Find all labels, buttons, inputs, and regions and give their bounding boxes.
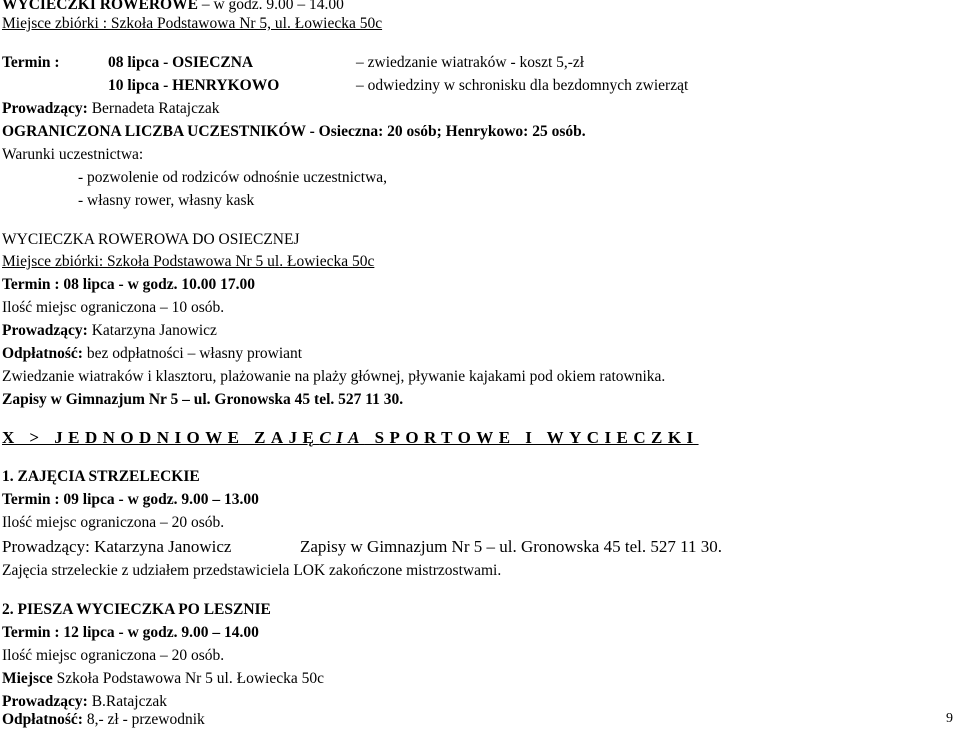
activity-2-term: Termin : 12 lipca - w godz. 9.00 – 14.00 bbox=[2, 624, 259, 641]
activity-2-title: 2. PIESZA WYCIECZKA PO LESZNIE bbox=[2, 601, 271, 618]
activity-2-leader-label: Prowadzący: bbox=[2, 693, 88, 710]
conditions-title: Warunki uczestnictwa: bbox=[2, 146, 144, 163]
section-heading-part-3: SPORTOWE I WYCIECZKI bbox=[364, 428, 699, 447]
trip-title-hours: – w godz. 9.00 – 14.00 bbox=[197, 0, 344, 13]
term-activity-1: – zwiedzanie wiatraków - koszt 5,-zł bbox=[356, 54, 585, 71]
bike-fee-label: Odpłatność: bbox=[2, 345, 83, 362]
activity-1-term: Termin : 09 lipca - w godz. 9.00 – 13.00 bbox=[2, 491, 259, 508]
condition-item-1: - pozwolenie od rodziców odnośnie uczestnictwa, bbox=[78, 169, 388, 186]
leader-value-1: Bernadeta Ratajczak bbox=[87, 100, 220, 117]
leader-label-1: Prowadzący: bbox=[2, 100, 88, 117]
activity-2-place-value: Szkoła Podstawowa Nr 5 ul. Łowiecka 50c bbox=[52, 670, 324, 687]
page-number: 9 bbox=[946, 711, 953, 726]
section-heading bbox=[2, 428, 699, 447]
bike-trip-term: Termin : 08 lipca - w godz. 10.00 17.00 bbox=[2, 276, 256, 293]
condition-item-2: - własny rower, własny kask bbox=[78, 192, 255, 209]
activity-2-fee bbox=[2, 710, 205, 729]
activity-2-place-label: Miejsce bbox=[2, 670, 53, 687]
bike-trip-description: Zwiedzanie wiatraków i klasztoru, plażowanie na plaży głównej, pływanie kajakami pod okiem ratownika. bbox=[2, 368, 666, 385]
term-activity-2: – odwiedziny w schronisku dla bezdomnych zwierząt bbox=[356, 77, 689, 94]
activity-1-leader bbox=[2, 537, 231, 556]
bike-trip-fee bbox=[2, 344, 302, 363]
bike-leader-value: Katarzyna Janowicz bbox=[87, 322, 217, 339]
term-date-1: 08 lipca - OSIECZNA bbox=[108, 54, 254, 71]
activity-2-leader bbox=[2, 692, 167, 711]
activity-1-signup: Zapisy w Gimnazjum Nr 5 – ul. Gronowska 45 tel. 527 11 30. bbox=[300, 537, 722, 556]
bike-leader-label: Prowadzący: bbox=[2, 322, 88, 339]
bike-trip-places: Ilość miejsc ograniczona – 10 osób. bbox=[2, 299, 225, 316]
activity-1-title: 1. ZAJĘCIA STRZELECKIE bbox=[2, 468, 200, 485]
activity-1-description: Zajęcia strzeleckie z udziałem przedstawiciela LOK zakończone mistrzostwami. bbox=[2, 562, 502, 579]
activity-1-places: Ilość miejsc ograniczona – 20 osób. bbox=[2, 514, 225, 531]
trip-title-main: WYCIECZKI ROWEROWE bbox=[2, 0, 198, 13]
bike-trip-title: WYCIECZKA ROWEROWA DO OSIECZNEJ bbox=[2, 231, 300, 248]
activity-2-place bbox=[2, 669, 324, 688]
bike-trip-leader bbox=[2, 321, 217, 340]
bike-fee-value: bez odpłatności – własny prowiant bbox=[82, 345, 303, 362]
activity-2-fee-value: 8,- zł - przewodnik bbox=[82, 711, 205, 728]
bike-trip-meeting: Miejsce zbiórki: Szkoła Podstawowa Nr 5 ul. Łowiecka 50c bbox=[2, 253, 375, 270]
term-label: Termin : bbox=[2, 54, 60, 71]
term-date-2: 10 lipca - HENRYKOWO bbox=[108, 77, 280, 94]
activity-2-leader-value: B.Ratajczak bbox=[87, 693, 168, 710]
activity-2-places: Ilość miejsc ograniczona – 20 osób. bbox=[2, 647, 225, 664]
activity-1-leader-label: Prowadzący: bbox=[2, 537, 90, 556]
leader-line-1 bbox=[2, 99, 220, 118]
meeting-place: Miejsce zbiórki : Szkoła Podstawowa Nr 5, ul. Łowiecka 50c bbox=[2, 15, 383, 32]
bike-trip-signup: Zapisy w Gimnazjum Nr 5 – ul. Gronowska 45 tel. 527 11 30. bbox=[2, 391, 404, 408]
limit-line: OGRANICZONA LICZBA UCZESTNIKÓW - Osieczna: 20 osób; Henrykowo: 25 osób. bbox=[2, 123, 586, 140]
section-heading-part-1: X > JEDNODNIOWE ZAJĘ bbox=[2, 428, 320, 447]
trip-title bbox=[2, 0, 344, 14]
section-heading-part-2: CIA bbox=[319, 428, 365, 447]
activity-2-fee-label: Odpłatność: bbox=[2, 711, 83, 728]
activity-1-leader-value: Katarzyna Janowicz bbox=[89, 537, 232, 556]
